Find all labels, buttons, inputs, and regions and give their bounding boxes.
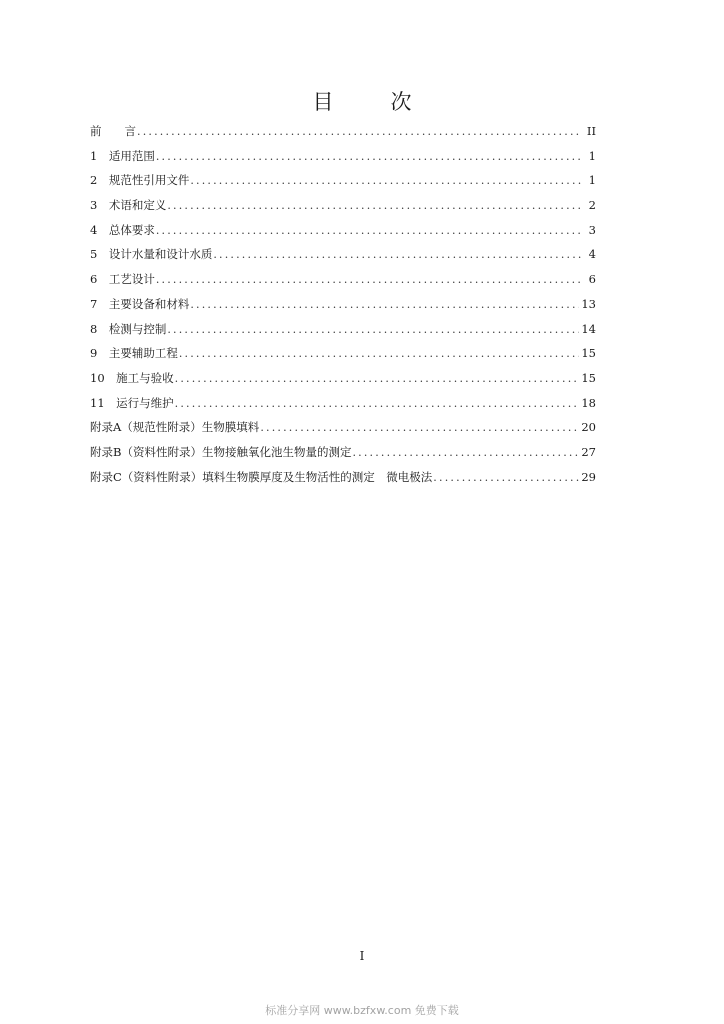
toc-entry-page: 27 (581, 444, 596, 459)
toc-entry-label: 3 术语和定义 (90, 198, 167, 213)
toc-entry-page: 14 (581, 321, 596, 336)
toc-dot-leader (137, 122, 582, 142)
toc-entry-page: 18 (581, 395, 596, 410)
toc-entry-equipment[interactable] (90, 294, 596, 319)
toc-entry-page: 20 (581, 420, 596, 435)
toc-entry-label: 前 言 (90, 124, 136, 138)
table-of-contents (90, 121, 596, 491)
toc-entry-appendix-c[interactable] (90, 467, 596, 492)
toc-entry-appendix-a[interactable] (90, 417, 596, 442)
toc-entry-label: 2 规范性引用文件 (90, 173, 190, 188)
toc-entry-page: II (586, 124, 596, 138)
toc-entry-label: 附录B（资料性附录）生物接触氧化池生物量的测定 (90, 444, 352, 459)
toc-dot-leader (213, 245, 582, 265)
toc-entry-label: 附录A（规范性附录）生物膜填料 (90, 420, 260, 435)
toc-dot-leader (175, 369, 580, 389)
toc-entry-label: 11 运行与维护 (90, 395, 174, 410)
toc-entry-label: 6 工艺设计 (90, 272, 155, 287)
toc-entry-page: 29 (581, 469, 596, 484)
toc-entry-monitoring[interactable] (90, 319, 596, 344)
toc-entry-page: 15 (581, 370, 596, 385)
toc-entry-general-requirements[interactable] (90, 220, 596, 245)
toc-entry-label: 10 施工与验收 (90, 370, 174, 385)
toc-dot-leader (179, 344, 580, 364)
toc-entry-page: 1 (588, 173, 596, 188)
toc-entry-page: 2 (588, 198, 596, 213)
toc-dot-leader (352, 443, 579, 463)
toc-entry-operation[interactable] (90, 393, 596, 418)
toc-dot-leader (156, 221, 582, 241)
toc-entry-label: 附录C（资料性附录）填料生物膜厚度及生物活性的测定 微电极法 (90, 469, 433, 484)
toc-entry-label: 8 检测与控制 (90, 321, 167, 336)
toc-entry-auxiliary-works[interactable] (90, 343, 596, 368)
toc-entry-foreword[interactable] (90, 121, 596, 146)
page-number: I (359, 949, 365, 963)
toc-dot-leader (260, 418, 579, 438)
toc-entry-label: 4 总体要求 (90, 222, 155, 237)
toc-dot-leader (433, 468, 579, 488)
toc-entry-terms[interactable] (90, 195, 596, 220)
toc-entry-page: 3 (588, 222, 596, 237)
toc-dot-leader (190, 171, 582, 191)
page-title: 目 次 (312, 90, 430, 114)
toc-entry-page: 1 (588, 148, 596, 163)
toc-entry-label: 7 主要设备和材料 (90, 296, 190, 311)
toc-entry-label: 5 设计水量和设计水质 (90, 247, 213, 262)
toc-dot-leader (156, 270, 582, 290)
toc-entry-page: 15 (581, 346, 596, 361)
toc-entry-scope[interactable] (90, 146, 596, 171)
toc-dot-leader (167, 196, 582, 216)
toc-entry-label: 9 主要辅助工程 (90, 346, 178, 361)
toc-entry-page: 4 (588, 247, 596, 262)
toc-entry-label: 1 适用范围 (90, 148, 155, 163)
toc-dot-leader (175, 394, 580, 414)
toc-entry-page: 6 (588, 272, 596, 287)
watermark: 标准分享网 www.bzfxw.com 免费下载 (265, 1004, 459, 1017)
toc-entry-construction[interactable] (90, 368, 596, 393)
toc-dot-leader (190, 295, 579, 315)
toc-entry-page: 13 (581, 296, 596, 311)
toc-dot-leader (156, 147, 582, 167)
toc-entry-appendix-b[interactable] (90, 442, 596, 467)
toc-entry-design-flow[interactable] (90, 244, 596, 269)
toc-entry-normative-references[interactable] (90, 170, 596, 195)
toc-entry-process-design[interactable] (90, 269, 596, 294)
toc-dot-leader (167, 320, 579, 340)
